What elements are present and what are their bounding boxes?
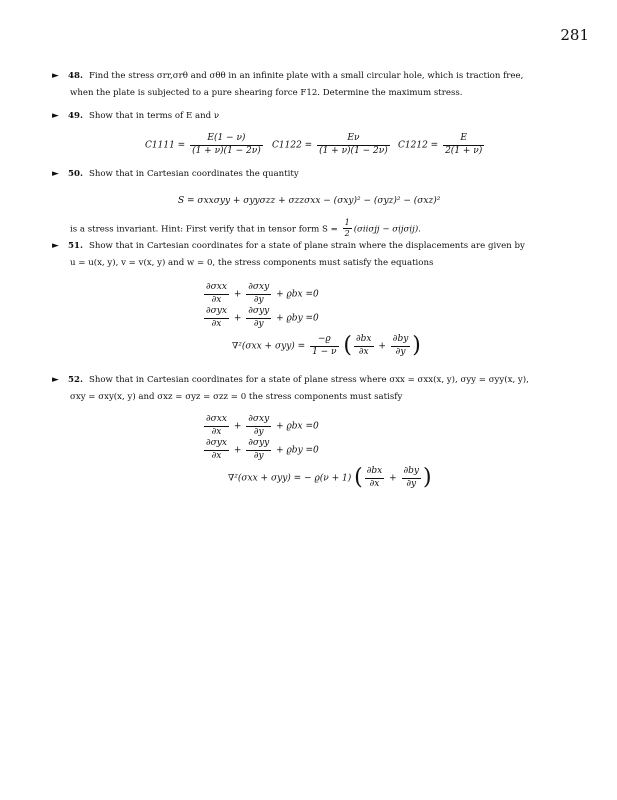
- page-number: 281: [560, 26, 589, 44]
- problem-51: [52, 238, 593, 271]
- fraction: [354, 334, 374, 358]
- denominator: 2(1 + ν): [445, 145, 483, 156]
- problem-number: 52.: [68, 375, 83, 385]
- problem-text: (σiiσjj − σijσij).: [353, 224, 421, 235]
- right-paren: ): [412, 333, 421, 359]
- problem-text: Show that in Cartesian coordinates for a state of plane strain where the displacements are given by: [88, 241, 525, 251]
- problem-49: [52, 108, 593, 125]
- operator: +: [233, 313, 242, 324]
- numerator: ∂σxy: [246, 414, 271, 427]
- numerator: ∂σyx: [204, 306, 229, 319]
- denominator: ∂y: [253, 294, 264, 305]
- fraction: [343, 218, 352, 240]
- equation-c1111: [145, 133, 265, 157]
- problem-text: Show that in Cartesian coordinates for a state of plane stress where σxx = σxx(x, y), σyy = σyy(x, y),: [88, 375, 529, 385]
- triangle-marker-icon: ►: [52, 169, 59, 179]
- triangle-marker-icon: ►: [52, 375, 59, 385]
- fraction: [391, 334, 411, 358]
- denominator: ∂y: [253, 426, 264, 437]
- left-paren: (: [343, 333, 352, 359]
- equation-tail: + ϱby =0: [276, 445, 319, 456]
- numerator: 1: [343, 218, 352, 229]
- denominator: ∂x: [211, 450, 222, 461]
- equation-compatibility: [232, 334, 421, 358]
- fraction: [443, 133, 484, 157]
- equation-compatibility: [228, 466, 432, 490]
- equation-c1212: [398, 133, 486, 157]
- equation-stress-invariant: S = σxxσyy + σyyσzz + σzzσxx − (σxy)² − (σyz)² − (σxz)²: [178, 196, 441, 206]
- denominator: ∂x: [211, 294, 222, 305]
- equation-lhs: ∇²(σxx + σyy) = − ϱ(ν + 1): [228, 473, 352, 484]
- denominator: ∂x: [211, 426, 222, 437]
- problem-number: 50.: [68, 169, 83, 179]
- fraction: [246, 414, 271, 438]
- equation-lhs: ∇²(σxx + σyy) =: [232, 341, 306, 352]
- problem-50: [52, 166, 593, 183]
- triangle-marker-icon: ►: [52, 111, 59, 121]
- denominator: ∂y: [253, 450, 264, 461]
- denominator: ∂y: [253, 318, 264, 329]
- equation-equilibrium-y: [202, 306, 319, 330]
- equation-equilibrium-x: [202, 282, 319, 306]
- equation-equilibrium-y: [202, 438, 319, 462]
- fraction: [204, 306, 229, 330]
- fraction: [204, 438, 229, 462]
- problem-48: [52, 68, 593, 101]
- problem-text: Find the stress σrr,σrθ and σθθ in an infinite plate with a small circular hole, which is traction free,: [88, 71, 524, 81]
- problem-text: when the plate is subjected to a pure shearing force F12. Determine the maximum stress.: [70, 88, 463, 99]
- right-paren: ): [423, 465, 432, 491]
- denominator: ∂y: [395, 346, 406, 357]
- problem-text: Show that in Cartesian coordinates the quantity: [88, 169, 299, 179]
- numerator: ∂σxy: [246, 282, 271, 295]
- numerator: −ϱ: [310, 334, 338, 347]
- numerator: ∂by: [402, 466, 422, 479]
- left-paren: (: [354, 465, 363, 491]
- operator: +: [233, 445, 242, 456]
- operator: +: [389, 473, 397, 484]
- problem-number: 51.: [68, 241, 83, 251]
- numerator: E(1 − ν): [190, 133, 263, 146]
- denominator: (1 + ν)(1 − 2ν): [319, 145, 388, 156]
- numerator: E: [443, 133, 484, 146]
- denominator: ∂x: [211, 318, 222, 329]
- denominator: ∂x: [358, 346, 369, 357]
- problem-52: [52, 372, 593, 405]
- denominator: (1 + ν)(1 − 2ν): [192, 145, 261, 156]
- equation-lhs: C1111 =: [145, 140, 186, 151]
- numerator: ∂σxx: [204, 282, 229, 295]
- problem-text: is a stress invariant. Hint: First verify that in tensor form S =: [70, 224, 338, 235]
- problem-50-hint: [52, 218, 593, 240]
- fraction: [246, 282, 271, 306]
- fraction: [317, 133, 390, 157]
- equation-c1122: [272, 133, 392, 157]
- fraction: [246, 306, 271, 330]
- fraction: [402, 466, 422, 490]
- numerator: Eν: [317, 133, 390, 146]
- problem-text: Show that in terms of E and ν: [88, 111, 220, 121]
- numerator: ∂σyy: [246, 438, 271, 451]
- fraction: [365, 466, 385, 490]
- numerator: ∂bx: [354, 334, 374, 347]
- fraction: [204, 414, 229, 438]
- operator: +: [233, 421, 242, 432]
- denominator: ∂y: [406, 478, 417, 489]
- problem-number: 49.: [68, 111, 83, 121]
- triangle-marker-icon: ►: [52, 241, 59, 251]
- problem-text: σxy = σxy(x, y) and σxz = σyz = σzz = 0 the stress components must satisfy: [70, 392, 403, 403]
- operator: +: [378, 341, 386, 352]
- fraction: [204, 282, 229, 306]
- problem-number: 48.: [68, 71, 83, 81]
- equation-lhs: C1212 =: [398, 140, 439, 151]
- numerator: ∂σxx: [204, 414, 229, 427]
- equation-tail: + ϱbx =0: [276, 421, 319, 432]
- numerator: ∂σyy: [246, 306, 271, 319]
- triangle-marker-icon: ►: [52, 71, 59, 81]
- operator: +: [233, 289, 242, 300]
- numerator: ∂σyx: [204, 438, 229, 451]
- denominator: 1 − ν: [312, 346, 337, 357]
- numerator: ∂by: [391, 334, 411, 347]
- denominator: 2: [344, 229, 350, 239]
- denominator: ∂x: [369, 478, 380, 489]
- equation-tail: + ϱbx =0: [276, 289, 319, 300]
- fraction: [246, 438, 271, 462]
- equation-lhs: C1122 =: [272, 140, 313, 151]
- fraction: [310, 334, 338, 358]
- equation-equilibrium-x: [202, 414, 319, 438]
- equation-tail: + ϱby =0: [276, 313, 319, 324]
- fraction: [190, 133, 263, 157]
- numerator: ∂bx: [365, 466, 385, 479]
- problem-text: u = u(x, y), v = v(x, y) and w = 0, the stress components must satisfy the equations: [70, 258, 434, 269]
